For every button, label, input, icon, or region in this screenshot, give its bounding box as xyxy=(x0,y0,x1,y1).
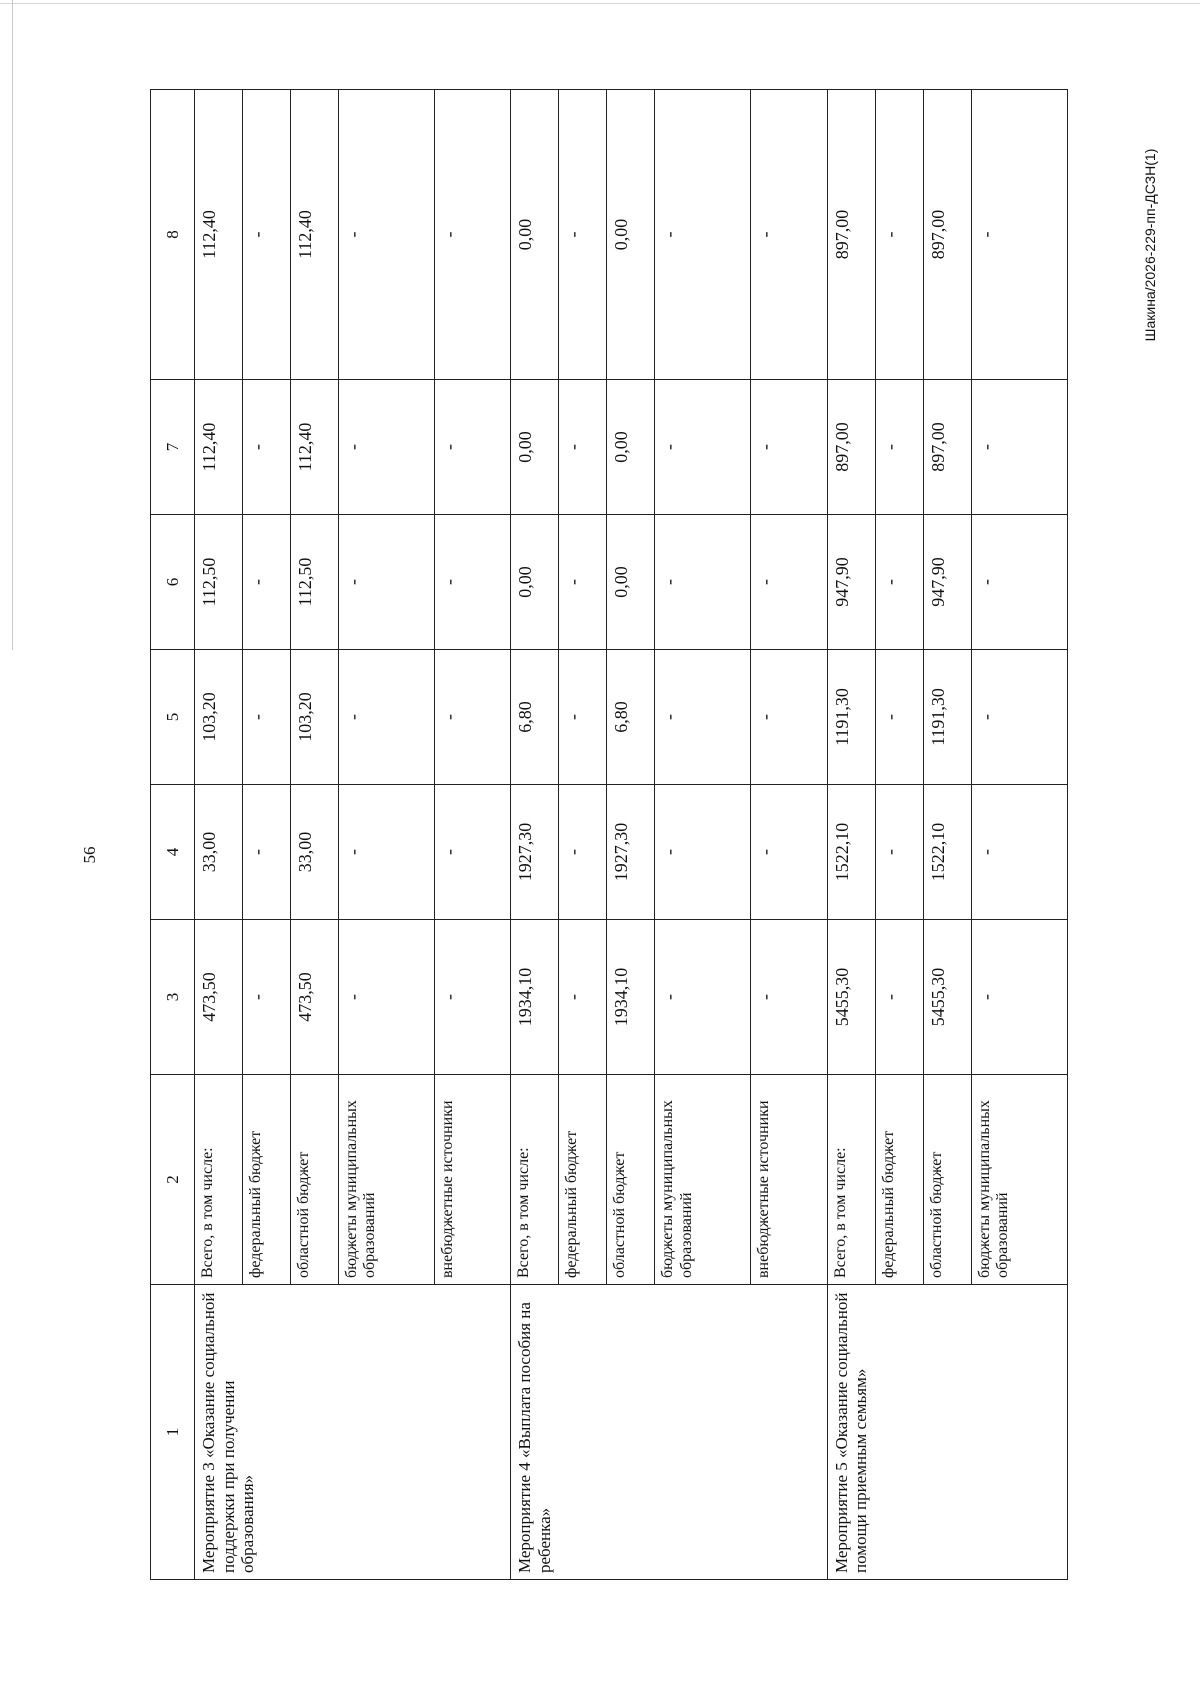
value-cell: 112,40 xyxy=(195,90,243,380)
value-cell: 1927,30 xyxy=(607,785,655,920)
value-cell: - xyxy=(655,785,751,920)
value-cell: 1191,30 xyxy=(827,650,875,785)
value-cell: 0,00 xyxy=(511,380,559,515)
value-cell: - xyxy=(971,785,1067,920)
value-cell: - xyxy=(751,920,827,1075)
value-cell: 0,00 xyxy=(511,90,559,380)
value-cell: 103,20 xyxy=(195,650,243,785)
value-cell: - xyxy=(435,90,511,380)
funding-source-cell: бюджеты муниципальных образований xyxy=(971,1075,1067,1285)
value-cell: - xyxy=(875,380,923,515)
funding-source-cell: федеральный бюджет xyxy=(243,1075,291,1285)
value-cell: - xyxy=(875,515,923,650)
value-cell: - xyxy=(339,515,435,650)
value-cell: 112,50 xyxy=(291,515,339,650)
value-cell: 947,90 xyxy=(827,515,875,650)
value-cell: - xyxy=(435,920,511,1075)
value-cell: - xyxy=(435,380,511,515)
value-cell: 103,20 xyxy=(291,650,339,785)
event-name-cell: Мероприятие 3 «Оказание социальной поддержки при получении образования» xyxy=(195,1285,511,1580)
page-number: 56 xyxy=(80,846,99,864)
column-header: 4 xyxy=(151,785,195,920)
value-cell: - xyxy=(971,380,1067,515)
value-cell: - xyxy=(339,380,435,515)
value-cell: - xyxy=(243,785,291,920)
value-cell: - xyxy=(339,90,435,380)
value-cell: - xyxy=(339,920,435,1075)
value-cell: 112,40 xyxy=(195,380,243,515)
column-header: 3 xyxy=(151,920,195,1075)
scan-edge-line xyxy=(0,3,1200,4)
value-cell: - xyxy=(559,515,607,650)
value-cell: - xyxy=(559,785,607,920)
value-cell: 0,00 xyxy=(607,380,655,515)
value-cell: - xyxy=(559,920,607,1075)
value-cell: - xyxy=(751,380,827,515)
value-cell: 33,00 xyxy=(195,785,243,920)
value-cell: 0,00 xyxy=(607,515,655,650)
funding-source-cell: Всего, в том числе: xyxy=(827,1075,875,1285)
event-name-cell: Мероприятие 4 «Выплата пособия на ребенка» xyxy=(511,1285,827,1580)
funding-source-cell: внебюджетные источники xyxy=(435,1075,511,1285)
value-cell: 0,00 xyxy=(511,515,559,650)
value-cell: - xyxy=(559,380,607,515)
value-cell: 473,50 xyxy=(291,920,339,1075)
value-cell: 473,50 xyxy=(195,920,243,1075)
column-header: 2 xyxy=(151,1075,195,1285)
value-cell: - xyxy=(243,920,291,1075)
budget-table xyxy=(150,89,1068,1580)
table-row xyxy=(511,90,559,1580)
value-cell: 5455,30 xyxy=(827,920,875,1075)
value-cell: - xyxy=(243,380,291,515)
value-cell: - xyxy=(655,515,751,650)
column-header: 6 xyxy=(151,515,195,650)
value-cell: - xyxy=(559,90,607,380)
funding-source-cell: федеральный бюджет xyxy=(559,1075,607,1285)
funding-source-cell: областной бюджет xyxy=(923,1075,971,1285)
value-cell: - xyxy=(751,785,827,920)
value-cell: 1927,30 xyxy=(511,785,559,920)
funding-source-cell: бюджеты муниципальных образований xyxy=(339,1075,435,1285)
value-cell: - xyxy=(243,515,291,650)
value-cell: - xyxy=(339,650,435,785)
value-cell: - xyxy=(559,650,607,785)
value-cell: - xyxy=(875,90,923,380)
value-cell: 897,00 xyxy=(827,90,875,380)
column-header: 1 xyxy=(151,1285,195,1580)
value-cell: 1191,30 xyxy=(923,650,971,785)
value-cell: 6,80 xyxy=(607,650,655,785)
value-cell: - xyxy=(751,650,827,785)
value-cell: - xyxy=(435,785,511,920)
value-cell: - xyxy=(655,90,751,380)
value-cell: 112,40 xyxy=(291,90,339,380)
scan-edge-line xyxy=(12,0,13,650)
value-cell: - xyxy=(971,650,1067,785)
value-cell: - xyxy=(875,785,923,920)
value-cell: - xyxy=(751,90,827,380)
value-cell: 1522,10 xyxy=(827,785,875,920)
funding-source-cell: областной бюджет xyxy=(607,1075,655,1285)
column-header: 8 xyxy=(151,90,195,380)
budget-table-container xyxy=(150,90,1068,1580)
funding-source-cell: Всего, в том числе: xyxy=(195,1075,243,1285)
table-header-row xyxy=(151,90,195,1580)
table-row xyxy=(195,90,243,1580)
funding-source-cell: бюджеты муниципальных образований xyxy=(655,1075,751,1285)
value-cell: 112,40 xyxy=(291,380,339,515)
value-cell: 5455,30 xyxy=(923,920,971,1075)
table-row xyxy=(827,90,875,1580)
value-cell: - xyxy=(875,920,923,1075)
value-cell: 33,00 xyxy=(291,785,339,920)
funding-source-cell: областной бюджет xyxy=(291,1075,339,1285)
value-cell: - xyxy=(875,650,923,785)
funding-source-cell: Всего, в том числе: xyxy=(511,1075,559,1285)
value-cell: 6,80 xyxy=(511,650,559,785)
event-name-cell: Мероприятие 5 «Оказание социальной помощи приемным семьям» xyxy=(827,1285,1067,1580)
value-cell: 897,00 xyxy=(923,90,971,380)
value-cell: - xyxy=(655,920,751,1075)
value-cell: 1934,10 xyxy=(607,920,655,1075)
value-cell: 1934,10 xyxy=(511,920,559,1075)
value-cell: - xyxy=(655,380,751,515)
value-cell: - xyxy=(971,920,1067,1075)
value-cell: - xyxy=(243,650,291,785)
column-header: 5 xyxy=(151,650,195,785)
funding-source-cell: внебюджетные источники xyxy=(751,1075,827,1285)
value-cell: 897,00 xyxy=(827,380,875,515)
value-cell: - xyxy=(339,785,435,920)
value-cell: - xyxy=(243,90,291,380)
value-cell: - xyxy=(971,90,1067,380)
value-cell: - xyxy=(655,650,751,785)
document-code: Шакина/2026-229-пп-ДСЗН(1) xyxy=(1142,148,1158,342)
value-cell: 897,00 xyxy=(923,380,971,515)
value-cell: - xyxy=(435,650,511,785)
value-cell: 947,90 xyxy=(923,515,971,650)
value-cell: - xyxy=(971,515,1067,650)
funding-source-cell: федеральный бюджет xyxy=(875,1075,923,1285)
value-cell: 0,00 xyxy=(607,90,655,380)
value-cell: - xyxy=(751,515,827,650)
value-cell: 1522,10 xyxy=(923,785,971,920)
table-body xyxy=(195,90,1068,1580)
value-cell: 112,50 xyxy=(195,515,243,650)
value-cell: - xyxy=(435,515,511,650)
column-header: 7 xyxy=(151,380,195,515)
